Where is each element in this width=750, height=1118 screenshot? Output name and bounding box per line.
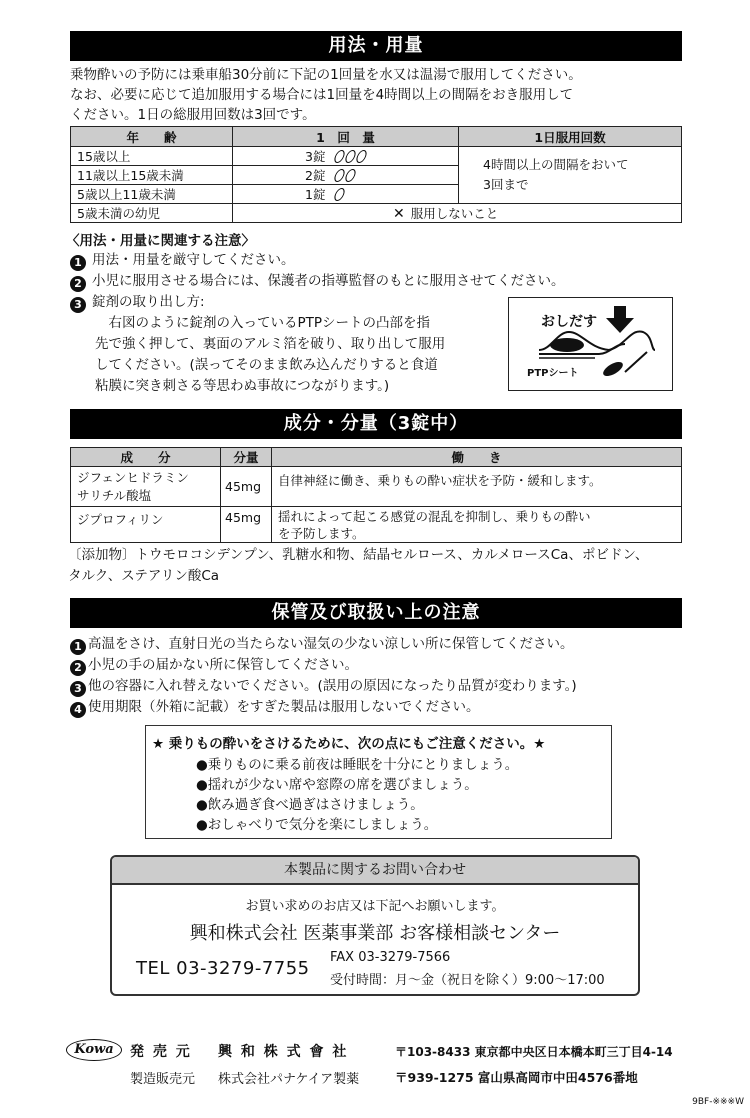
extract-line: 右図のように錠剤の入っているPTPシートの凸部を指 [95,315,431,331]
document-code: 9BF-※※※W [692,1097,744,1107]
usage-intro-line: ください。1日の総服用回数は3回です。 [70,107,316,123]
tip-item: ●乗りものに乗る前夜は睡眠を十分にとりましょう。 [196,757,519,773]
additives [68,545,682,587]
ingredient-name [71,467,221,507]
table-header-dose: 1 回 量 [233,127,459,147]
extract-line: してください。(誤ってそのまま飲み込んだりすると食道 [95,357,438,373]
related-note-item [70,271,684,292]
seller-address: 〒103-8433 東京都中央区日本橋本町三丁目4-14 [395,1045,673,1059]
infant-note-cell [233,204,682,223]
usage-section-title: 用法・用量 [70,31,682,61]
tip-item: ●揺れが少ない席や窓際の席を選びましょう。 [196,777,478,793]
storage-section-title: 保管及び取扱い上の注意 [70,598,682,628]
related-note-text: 用法・用量を厳守してください。 [92,252,295,268]
usage-intro [70,65,684,125]
storage-item [70,676,684,697]
table-row-dose [233,166,459,185]
table-row-dose [233,147,459,166]
seller-label: 発 売 元 [130,1044,192,1060]
extract-line: 粘膜に突き刺さる等思わぬ事故につながります。) [95,378,390,394]
inquiry-fax: FAX 03-3279-7566 [330,950,451,965]
number-1-icon: 1 [70,639,86,655]
related-note-text: 錠剤の取り出し方: [92,294,205,310]
inquiry-tel: TEL 03-3279-7755 [136,958,310,979]
maker-name: 株式会社パナケイア製薬 [218,1072,360,1087]
table-row-age: 15歳以上 [71,147,233,166]
ingredient-effect-line: を予防します。 [278,525,365,541]
daily-dose-cell [459,147,682,204]
inquiry-hours: 受付時間：月～金（祝日を除く）9:00～17:00 [330,973,605,988]
ingredient-name-line: サリチル酸塩 [77,487,152,503]
kowa-logo [66,1039,122,1061]
table-row-age: 5歳以上11歳未満 [71,185,233,204]
pill-icon [335,187,346,202]
number-4-icon: 4 [70,702,86,718]
ptp-diagram [508,297,673,391]
storage-item [70,655,684,676]
extract-instructions [95,313,505,397]
ingredient-effect-line: 揺れによって起こる感覚の混乱を抑制し、乗りもの酔い [278,508,591,524]
cross-icon: ✕ [393,206,405,222]
ingredient-effect [272,507,682,543]
ingredient-name-line: ジフェンヒドラミン [77,469,189,485]
maker-label: 製造販売元 [130,1072,196,1087]
ingredient-name-line: ジプロフィリン [77,512,164,527]
ingredients-table [70,447,682,543]
tip-item: ●おしゃべりで気分を楽にしましょう。 [196,817,438,833]
dose-text: 2錠 [305,168,326,183]
usage-intro-line: 乗物酔いの予防には乗車船30分前に下記の1回量を水又は温湯で服用してください。 [70,67,582,83]
related-note-item [70,250,684,271]
ingredients-section-title: 成分・分量（3錠中） [70,409,682,439]
additives-line: 〔添加物〕トウモロコシデンプン、乳糖水和物、結晶セルロース、カルメロースCa、ポビドン、 [68,547,649,563]
storage-item-text: 小児の手の届かない所に保管してください。 [88,657,358,673]
inquiry-header: 本製品に関するお問い合わせ [112,857,638,885]
inquiry-line1: お買い求めのお店又は下記へお願いします。 [245,899,505,914]
ptp-sheet-label: PTPシート [527,368,579,379]
inquiry-center: 興和株式会社 医薬事業部 お客様相談センター [189,923,561,944]
table-header-age: 年 齢 [71,127,233,147]
storage-item-text: 高温をさけ、直射日光の当たらない湿気の少ない涼しい所に保管してください。 [88,636,574,652]
pill-icon [335,168,357,183]
infant-note: 服用しないこと [410,206,499,221]
number-3-icon: 3 [70,297,86,313]
ingredient-header-name: 成 分 [71,448,221,467]
storage-item [70,634,684,655]
related-notes-title: 〈用法・用量に関連する注意〉 [66,233,255,249]
ingredient-amount: 45mg [221,467,272,507]
table-row-age: 11歳以上15歳未満 [71,166,233,185]
push-label: おしだす [541,314,597,330]
related-note-text: 小児に服用させる場合には、保護者の指導監督のもとに服用させてください。 [92,273,565,289]
storage-item [70,697,684,718]
number-1-icon: 1 [70,255,86,271]
daily-dose-line: 3回まで [483,177,529,192]
kowa-logo-text: Kowa [74,1042,114,1057]
number-3-icon: 3 [70,681,86,697]
motion-sickness-tips [145,725,612,839]
tips-list [196,755,518,835]
ingredient-header-amount: 分量 [221,448,272,467]
ingredient-effect [272,467,682,507]
storage-item-text: 使用期限（外箱に記載）をすぎた製品は服用しないでください。 [88,699,480,715]
table-header-daily: 1日服用回数 [459,127,682,147]
pill-icon [335,149,368,164]
storage-notes [70,634,684,718]
maker-address: 〒939-1275 富山県高岡市中田4576番地 [395,1070,638,1085]
table-row-age: 5歳未満の幼児 [71,204,233,223]
ptp-sheet-icon [509,298,674,392]
seller-name: 興 和 株 式 會 社 [218,1044,349,1060]
table-row-dose [233,185,459,204]
dose-text: 3錠 [305,149,326,164]
tip-item: ●飲み過ぎ食べ過ぎはさけましょう。 [196,797,424,813]
additives-line: タルク、ステアリン酸Ca [68,568,220,584]
dosage-table [70,126,682,223]
dose-text: 1錠 [305,187,326,202]
ingredient-effect-line: 自律神経に働き、乗りもの酔い症状を予防・緩和します。 [278,473,602,488]
number-2-icon: 2 [70,660,86,676]
ingredient-header-effect: 働 き [272,448,682,467]
daily-dose-line: 4時間以上の間隔をおいて [483,157,629,172]
storage-item-text: 他の容器に入れ替えないでください。(誤用の原因になったり品質が変わります。) [88,678,577,694]
number-2-icon: 2 [70,276,86,292]
usage-intro-line: なお、必要に応じて追加服用する場合には1回量を4時間以上の間隔をおき服用して [70,87,574,103]
inquiry-box [110,855,640,996]
ingredient-amount: 45mg [221,507,272,543]
ingredient-name [71,507,221,543]
extract-line: 先で強く押して、裏面のアルミ箔を破り、取り出して服用 [95,336,446,352]
tips-title: ★ 乗りもの酔いをさけるために、次の点にもご注意ください。★ [152,736,546,752]
